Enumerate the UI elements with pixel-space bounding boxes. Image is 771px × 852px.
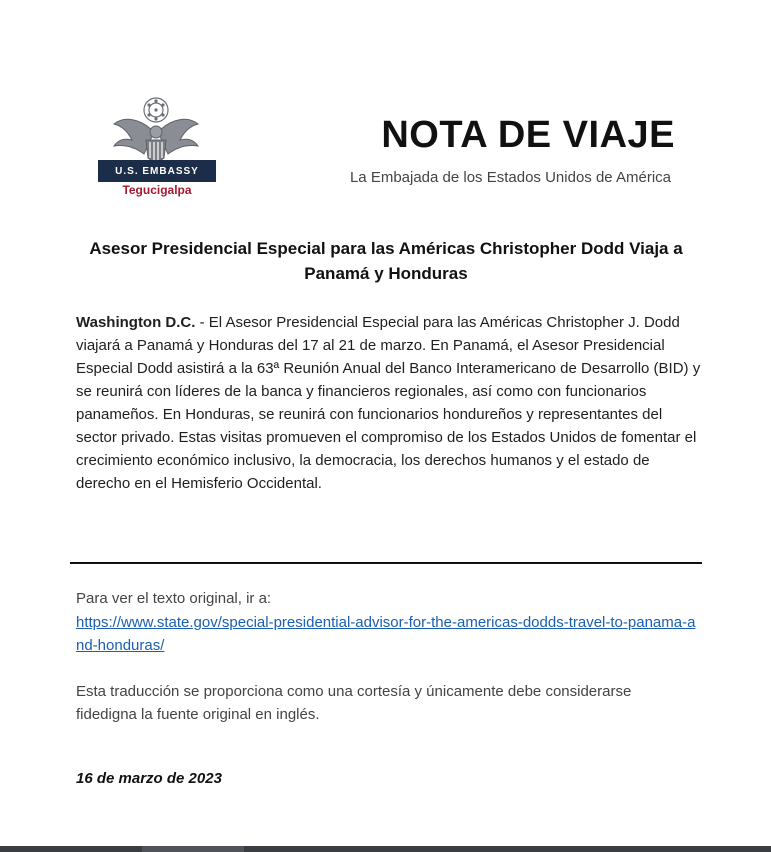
dateline-location: Washington D.C.: [76, 314, 196, 331]
original-text-link[interactable]: https://www.state.gov/special-presidential-advisor-for-the-americas-dodds-travel-to-panama-and-honduras/: [76, 614, 696, 654]
viewer-bottom-bar: [0, 846, 771, 852]
viewer-scroll-thumb[interactable]: [142, 846, 244, 852]
translation-disclaimer: Esta traducción se proporciona como una cortesía y únicamente debe considerarse fidedigna la fuente original en inglés.: [76, 683, 632, 723]
section-divider: [70, 562, 702, 564]
document-title: NOTA DE VIAJE: [381, 114, 675, 156]
document-subtitle: La Embajada de los Estados Unidos de América: [349, 169, 671, 186]
embassy-city: Tegucigalpa: [122, 183, 192, 197]
original-text-label: Para ver el texto original, ir a:: [76, 590, 272, 607]
embassy-name-bar: U.S. EMBASSY: [98, 160, 216, 182]
article-body-text: - El Asesor Presidencial Especial para las Américas Christopher J. Dodd viajará a Panamá y Honduras del 17 al 21 de marzo. En Panamá, el Asesor Presidencial Especial Dodd asistirá a la 63ª Reunión Anual del Banco Interamericano de Desarrollo (BID) y se reunirá con líderes de la banca y financieros regionales, así como con funcionarios panameños. En Honduras, se reunirá con funcionarios hondureños y representantes del sector privado. Estas visitas promueven el compromiso de los Estados Unidos de fomentar el crecimiento económico inclusivo, la democracia, los derechos humanos y el estado de derecho en el Hemisferio Occidental.: [76, 314, 701, 492]
publication-date: 16 de marzo de 2023: [76, 770, 222, 787]
article-headline: Asesor Presidencial Especial para las Américas Christopher Dodd Viaja a Panamá y Honduras: [89, 239, 683, 283]
article-body: [76, 311, 706, 495]
